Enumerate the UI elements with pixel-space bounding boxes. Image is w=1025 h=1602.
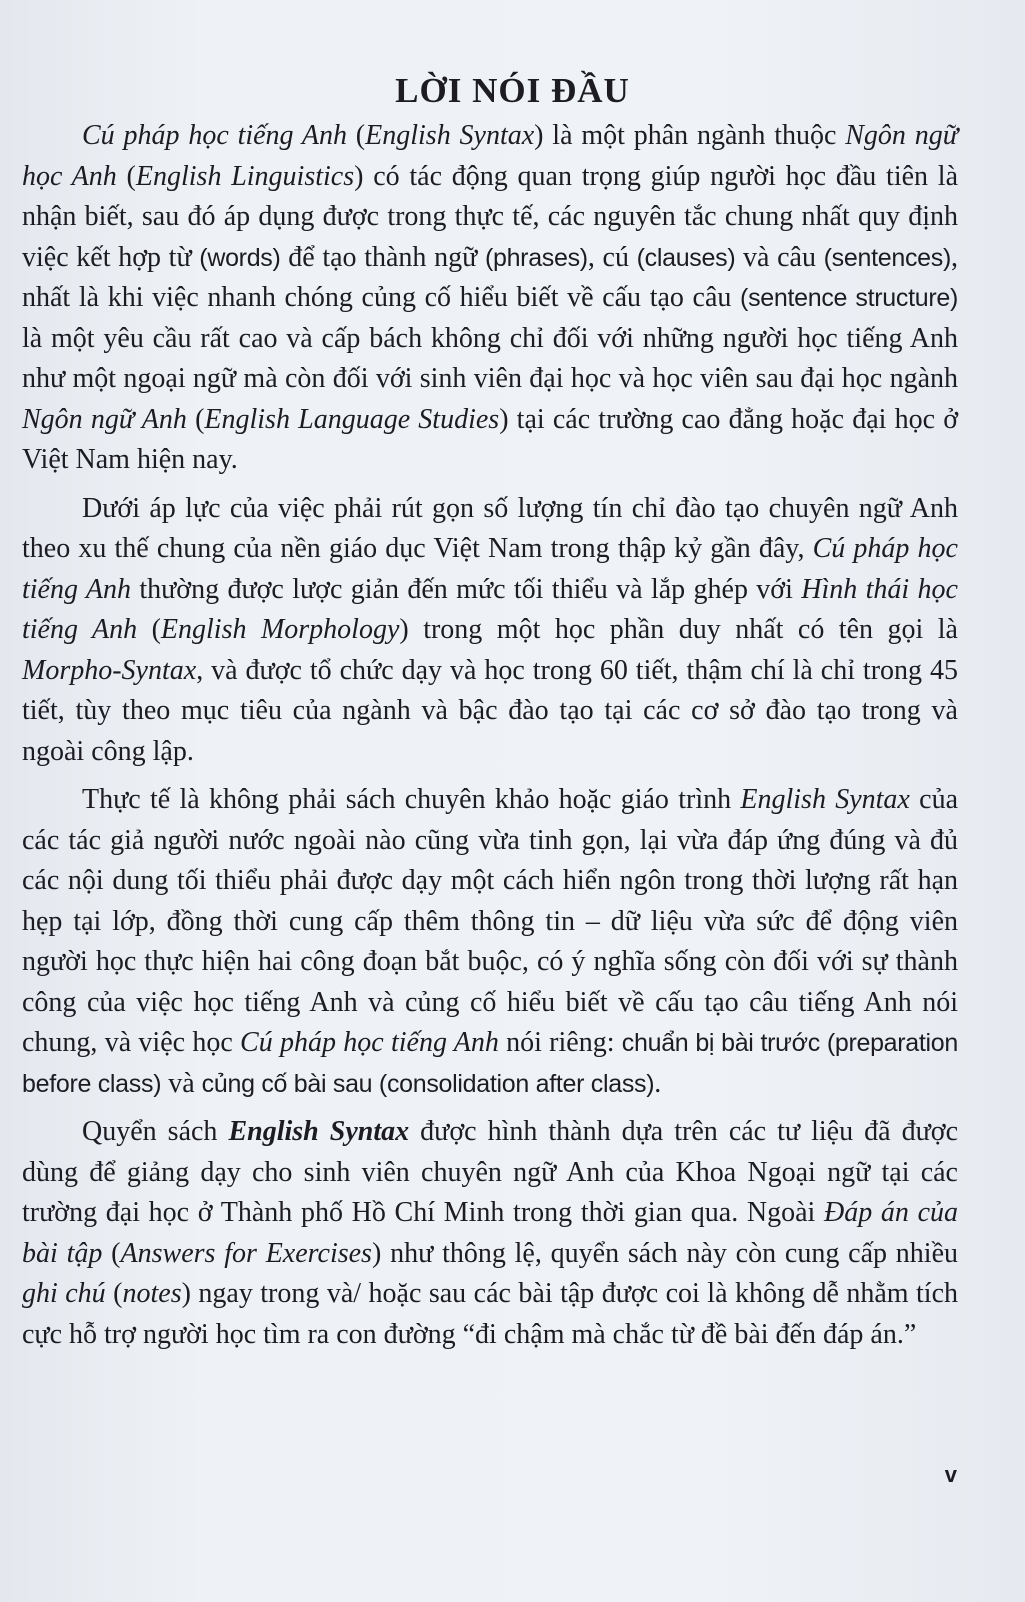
text-run: thường được lược giản đến mức tối thiểu và lắp ghép với bbox=[130, 573, 802, 605]
text-run: được hình thành dựa trên các tư liệu đã được dùng để giảng dạy cho sinh viên chuyên ngữ Anh của Khoa Ngoại ngữ tại các trường đại học ở Thành phố Hồ Chí Minh trong thời gian qua. Ngoài bbox=[22, 1116, 958, 1228]
text-run: và câu bbox=[735, 241, 824, 273]
text-run: ) như thông lệ, quyển sách này còn cung cấp nhiều bbox=[371, 1237, 959, 1269]
text-run: để tạo thành ngữ bbox=[280, 241, 485, 273]
text-run: ( bbox=[346, 120, 366, 151]
text-run: ( bbox=[137, 614, 161, 645]
page-title: LỜI NÓI ĐẦU bbox=[395, 71, 630, 110]
text-run: ( bbox=[116, 160, 136, 192]
text-run: nói riêng: bbox=[498, 1027, 622, 1058]
paragraph bbox=[22, 780, 958, 1104]
text-run: ) trong một học phần duy nhất có tên gọi là bbox=[399, 614, 958, 645]
italic-run: English Language Studies bbox=[204, 403, 500, 435]
text-run: và bbox=[161, 1067, 202, 1099]
italic-run: Ngôn ngữ học Anh bbox=[22, 120, 959, 192]
sans-run: (words) bbox=[199, 243, 281, 272]
paragraph bbox=[22, 489, 958, 773]
text-run: , và được tổ chức dạy và học trong 60 tiết, thậm chí là chỉ trong 45 tiết, tùy theo mục tiêu của ngành và bậc đào tạo tại các cơ sở đào tạo trong và ngoài công lập. bbox=[22, 654, 958, 767]
text-run: Thực tế là không phải sách chuyên khảo hoặc giáo trình bbox=[82, 784, 741, 815]
italic-run: English Linguistics bbox=[135, 160, 355, 192]
italic-run: English Syntax bbox=[740, 784, 910, 815]
text-run: , cú bbox=[587, 241, 637, 273]
sans-run: (sentences) bbox=[823, 243, 951, 272]
text-run: ) tại các trường cao đẳng hoặc đại học ở Việt Nam hiện nay. bbox=[22, 403, 958, 475]
italic-run: ghi chú bbox=[22, 1278, 106, 1309]
text-run: , nhất là khi việc nhanh chóng củng cố hiểu biết về cấu tạo câu bbox=[22, 241, 958, 313]
sans-run: (phrases) bbox=[484, 243, 588, 272]
text-run: ) là một phân ngành thuộc bbox=[534, 120, 846, 151]
text-run: Dưới áp lực của việc phải rút gọn số lượng tín chỉ đào tạo chuyên ngữ Anh theo xu thế chung của nền giáo dục Việt Nam trong thập kỷ gần đây, bbox=[22, 492, 958, 564]
sans-run: củng cố bài sau (consolidation after class) bbox=[201, 1069, 655, 1098]
italic-run: notes bbox=[122, 1278, 182, 1309]
italic-run: Ngôn ngữ Anh bbox=[22, 403, 187, 435]
sans-run: chuẩn bị bài trước (preparation before class) bbox=[22, 1029, 959, 1098]
text-run: ( bbox=[186, 403, 205, 435]
italic-run: English Morphology bbox=[160, 614, 400, 645]
bold-italic-run: English Syntax bbox=[228, 1116, 410, 1147]
italic-run: Cú pháp học tiếng Anh bbox=[82, 120, 347, 151]
text-run: ( bbox=[105, 1278, 123, 1309]
italic-run: Cú pháp học tiếng Anh bbox=[22, 533, 958, 605]
text-run: của các tác giả người nước ngoài nào cũng vừa tinh gọn, lại vừa đáp ứng đúng và đủ các nội dung tối thiểu phải được dạy một cách hiển ngôn trong thời lượng rất hạn hẹp tại lớp, đồng thời cung cấp thêm thông tin – dữ liệu vừa sức để động viên người học thực hiện hai công đoạn bắt buộc, có ý nghĩa sống còn đối với sự thành công của việc học tiếng Anh và củng cố hiểu biết về cấu tạo câu tiếng Anh nói chung, và việc học bbox=[22, 784, 959, 1058]
italic-run: Đáp án của bài tập bbox=[22, 1197, 958, 1269]
body-text bbox=[22, 116, 958, 1363]
italic-run: English Syntax bbox=[365, 120, 535, 151]
text-run: . bbox=[654, 1067, 662, 1099]
italic-run: Answers for Exercises bbox=[120, 1237, 372, 1269]
sans-run: (sentence structure) bbox=[740, 284, 959, 312]
sans-run: (clauses) bbox=[636, 243, 736, 272]
text-run: ( bbox=[102, 1237, 121, 1269]
page-number: v bbox=[944, 1462, 957, 1487]
text-run: Quyển sách bbox=[82, 1116, 229, 1147]
paragraph bbox=[22, 116, 958, 481]
italic-run: Morpho-Syntax bbox=[22, 654, 197, 686]
paragraph bbox=[22, 1112, 958, 1355]
italic-run: Cú pháp học tiếng Anh bbox=[240, 1027, 499, 1058]
text-run: là một yêu cầu rất cao và cấp bách không chỉ đối với những người học tiếng Anh như một ngoại ngữ mà còn đối với sinh viên đại học và học viên sau đại học ngành bbox=[22, 322, 958, 394]
italic-run: Hình thái học tiếng Anh bbox=[22, 573, 958, 645]
text-run: ) ngay trong và/ hoặc sau các bài tập được coi là không dễ nhằm tích cực hỗ trợ người học tìm ra con đường “đi chậm mà chắc từ đề bài đến đáp án.” bbox=[22, 1278, 958, 1350]
text-run: ) có tác động quan trọng giúp người học đầu tiên là nhận biết, sau đó áp dụng được trong thực tế, các nguyên tắc chung nhất quy định việc kết hợp từ bbox=[22, 160, 959, 273]
